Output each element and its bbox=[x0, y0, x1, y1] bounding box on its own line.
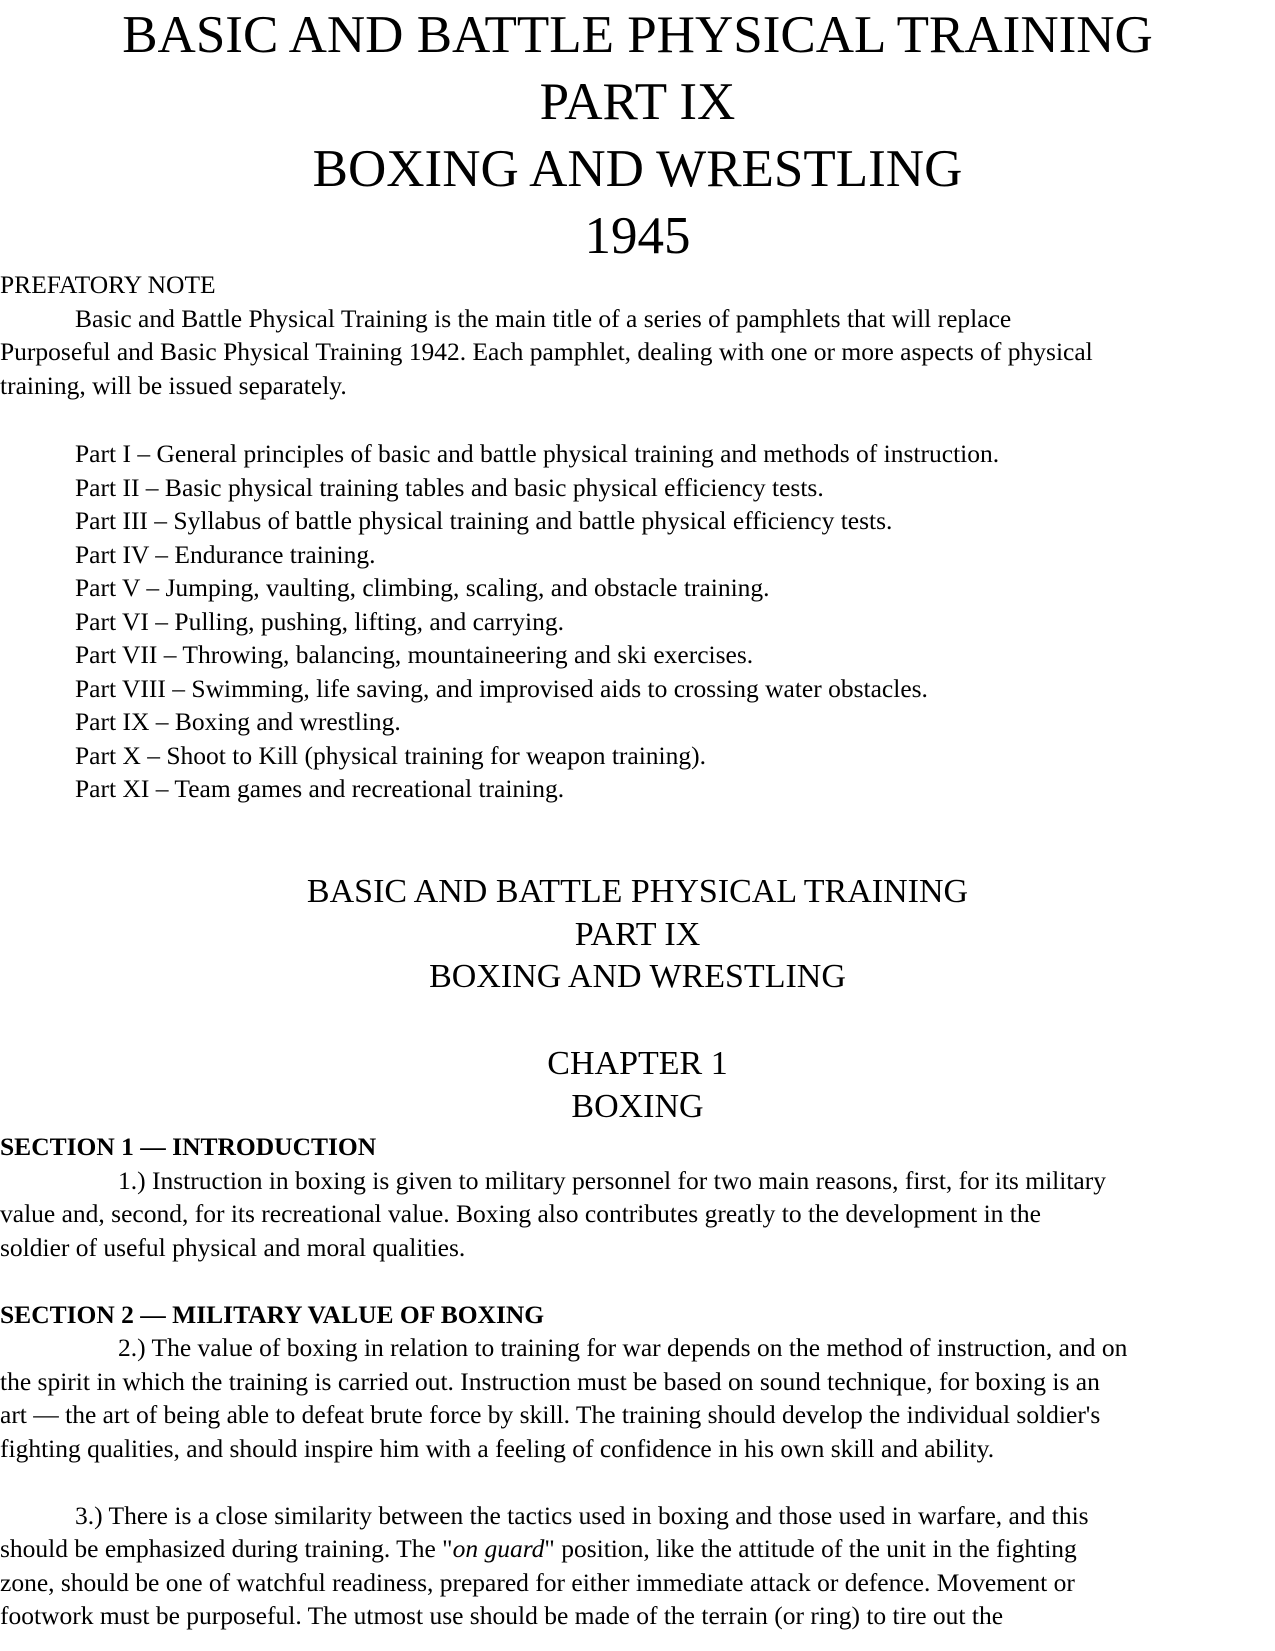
prefatory-heading: PREFATORY NOTE bbox=[0, 270, 216, 299]
list-item: Part XI – Team games and recreational training. bbox=[75, 774, 565, 803]
secondary-title-line-3: BOXING AND WRESTLING bbox=[429, 958, 846, 995]
paragraph-spacer bbox=[0, 1264, 1275, 1298]
section-1-heading: SECTION 1 — INTRODUCTION bbox=[0, 1132, 377, 1161]
list-item: Part I – General principles of basic and battle physical training and methods of instruction. bbox=[75, 439, 1000, 468]
paragraph-3-line-2 bbox=[0, 1532, 1275, 1566]
chapter-body bbox=[0, 1130, 1275, 1633]
list-item: Part V – Jumping, vaulting, climbing, scaling, and obstacle training. bbox=[75, 573, 770, 602]
paragraph-3-line-2-start: should be emphasized during training. The " bbox=[0, 1534, 453, 1563]
paragraph-3-line-1: 3.) There is a close similarity between the tactics used in boxing and those used in warfare, and this bbox=[75, 1500, 1089, 1530]
paragraph-1-line-2: value and, second, for its recreational value. Boxing also contributes greatly to the development in the bbox=[0, 1199, 1041, 1228]
secondary-title-line-1: BASIC AND BATTLE PHYSICAL TRAINING bbox=[306, 873, 969, 910]
list-item: Part II – Basic physical training tables and basic physical efficiency tests. bbox=[75, 472, 824, 502]
list-item: Part III – Syllabus of battle physical training and battle physical efficiency tests. bbox=[75, 506, 893, 535]
parts-list bbox=[75, 437, 1255, 806]
paragraph-2-line-1: 2.) The value of boxing in relation to training for war depends on the method of instruction, and on bbox=[118, 1333, 1128, 1362]
list-item: Part IX – Boxing and wrestling. bbox=[75, 707, 401, 736]
section-2-heading: SECTION 2 — MILITARY VALUE OF BOXING bbox=[0, 1299, 545, 1329]
list-item: Part IV – Endurance training. bbox=[75, 539, 376, 569]
secondary-title bbox=[0, 871, 1275, 999]
prefatory-line-2: Purposeful and Basic Physical Training 1942. Each pamphlet, dealing with one or more aspects of physical bbox=[0, 337, 1093, 366]
paragraph-spacer bbox=[0, 1465, 1275, 1499]
chapter-name: BOXING bbox=[571, 1087, 704, 1125]
prefatory-line-1: Basic and Battle Physical Training is the main title of a series of pamphlets that will replace bbox=[75, 303, 1012, 333]
title-line-2: PART IX bbox=[539, 73, 736, 131]
title-year: 1945 bbox=[584, 207, 691, 265]
list-item: Part VI – Pulling, pushing, lifting, and carrying. bbox=[75, 606, 564, 636]
chapter-number: CHAPTER 1 bbox=[547, 1045, 728, 1082]
paragraph-3-line-4: footwork must be purposeful. The utmost use should be made of the terrain (or ring) to tire out the bbox=[0, 1601, 1004, 1630]
paragraph-3-line-2-end: " position, like the attitude of the unit in the fighting bbox=[544, 1534, 1077, 1563]
list-item: Part X – Shoot to Kill (physical training for weapon training). bbox=[75, 740, 707, 770]
secondary-title-line-2: PART IX bbox=[574, 915, 701, 953]
document-title bbox=[0, 2, 1275, 270]
paragraph-2-line-2: the spirit in which the training is carried out. Instruction must be based on sound technique, for boxing is an bbox=[0, 1366, 1100, 1396]
paragraph-2-line-3: art — the art of being able to defeat brute force by skill. The training should develop the individual soldier's bbox=[0, 1400, 1101, 1429]
prefatory-note bbox=[0, 268, 1275, 402]
title-line-1: BASIC AND BATTLE PHYSICAL TRAINING bbox=[122, 6, 1153, 64]
on-guard-term: on guard bbox=[452, 1534, 545, 1563]
paragraph-1-line-3: soldier of useful physical and moral qualities. bbox=[0, 1232, 466, 1262]
title-line-3: BOXING AND WRESTLING bbox=[312, 140, 963, 198]
paragraph-3-line-3: zone, should be one of watchful readiness, prepared for either immediate attack or defence. Movement or bbox=[0, 1567, 1075, 1597]
chapter-heading bbox=[0, 1043, 1275, 1128]
list-item: Part VIII – Swimming, life saving, and improvised aids to crossing water obstacles. bbox=[75, 673, 928, 703]
paragraph-1-line-1: 1.) Instruction in boxing is given to military personnel for two main reasons, first, for its military bbox=[118, 1165, 1106, 1195]
list-item: Part VII – Throwing, balancing, mountaineering and ski exercises. bbox=[75, 640, 754, 669]
paragraph-2-line-4: fighting qualities, and should inspire him with a feeling of confidence in his own skill and ability. bbox=[0, 1433, 995, 1463]
prefatory-line-3: training, will be issued separately. bbox=[0, 370, 347, 400]
